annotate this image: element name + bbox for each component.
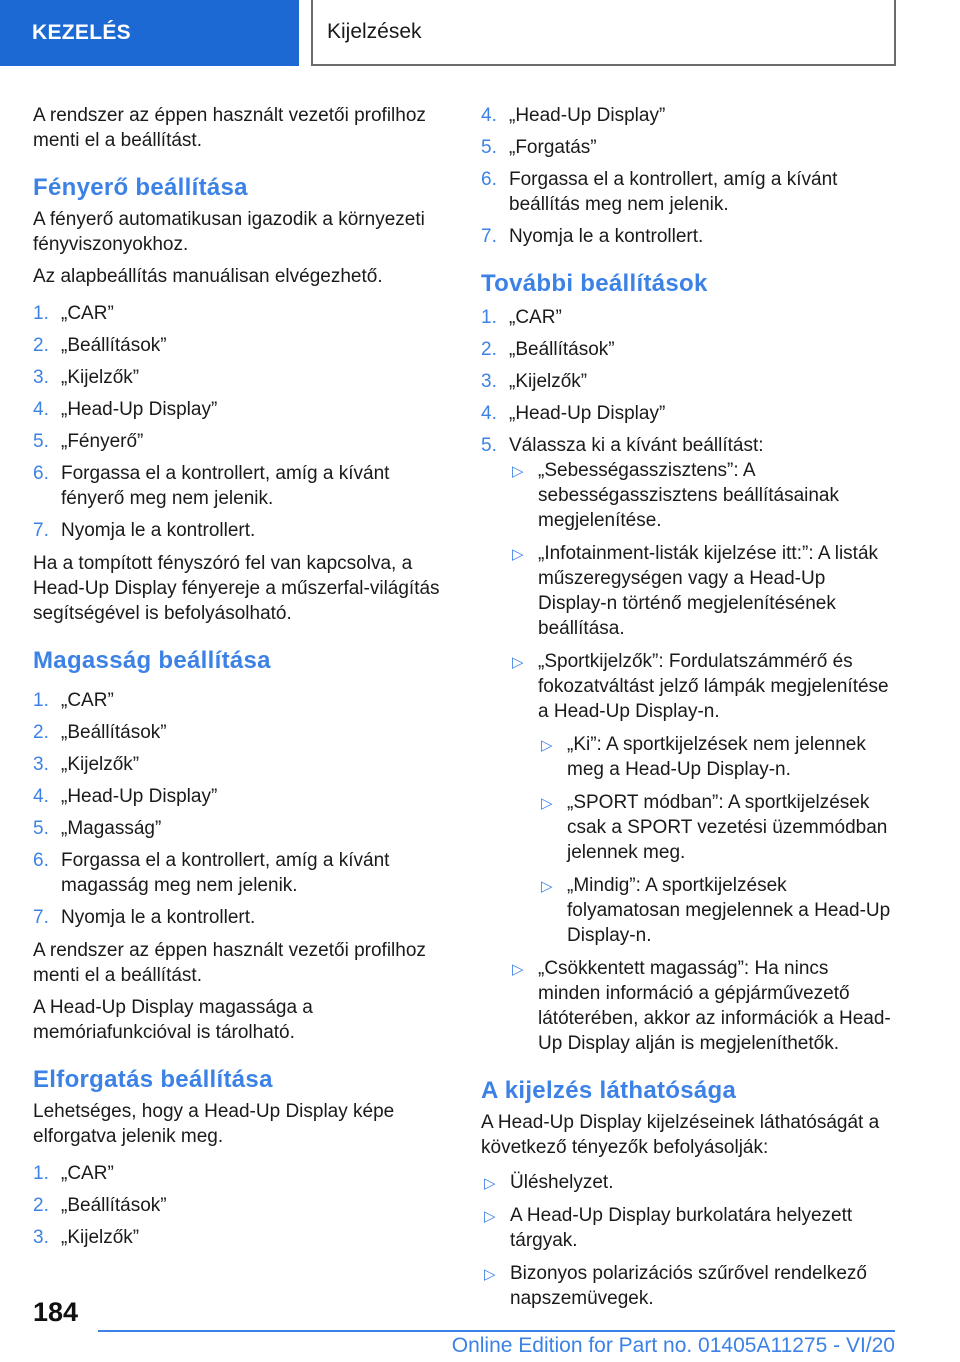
chapter-title: Kijelzések <box>311 0 896 66</box>
page-header <box>0 0 960 66</box>
step-list <box>33 301 451 543</box>
step-text: „Head-Up Display” <box>509 105 666 126</box>
step-number: 4. <box>33 399 49 420</box>
list-item <box>33 848 451 898</box>
paragraph: A fényerő automatikusan igazodik a környezeti fényviszonyokhoz. <box>33 209 425 255</box>
list-item <box>481 369 893 394</box>
step-text: Nyomja le a kontrollert. <box>61 907 256 928</box>
bullet-text: A Head-Up Display burkolatára helyezett tárgyak. <box>510 1205 853 1251</box>
step-text: „Kijelzők” <box>61 754 140 775</box>
step-text: Nyomja le a kontrollert. <box>509 226 704 247</box>
step-number: 4. <box>481 105 497 126</box>
list-item <box>481 1203 893 1253</box>
step-list <box>481 103 893 249</box>
option-list <box>509 458 893 1056</box>
step-text: „Forgatás” <box>509 137 597 158</box>
step-text: „CAR” <box>61 1163 114 1184</box>
paragraph: A Head-Up Display magassága a memóriafunkcióval is tárolható. <box>33 997 313 1043</box>
step-text: „CAR” <box>509 307 562 328</box>
step-number: 3. <box>33 1227 49 1248</box>
step-number: 5. <box>481 435 497 456</box>
triangle-bullet-icon: ▷ <box>484 1175 496 1192</box>
list-item <box>509 458 893 533</box>
list-item <box>481 135 893 160</box>
list-item <box>481 401 893 426</box>
step-number: 3. <box>33 367 49 388</box>
section-heading: Magasság beállítása <box>33 647 271 674</box>
list-item <box>509 956 893 1056</box>
step-number: 2. <box>33 335 49 356</box>
step-number: 1. <box>33 1163 49 1184</box>
list-item <box>509 541 893 641</box>
list-item <box>481 337 893 362</box>
step-number: 6. <box>481 169 497 190</box>
step-text: „Kijelzők” <box>509 371 588 392</box>
list-item <box>33 1225 451 1250</box>
step-text: „CAR” <box>61 303 114 324</box>
list-item <box>33 429 451 454</box>
paragraph: Lehetséges, hogy a Head-Up Display képe elforgatva jelenik meg. <box>33 1101 395 1147</box>
step-number: 5. <box>481 137 497 158</box>
triangle-bullet-icon: ▷ <box>512 961 524 978</box>
step-number: 1. <box>33 690 49 711</box>
triangle-bullet-icon: ▷ <box>512 546 524 563</box>
step-text: „Beállítások” <box>61 335 167 356</box>
list-item <box>33 365 451 390</box>
list-item <box>33 752 451 777</box>
triangle-bullet-icon: ▷ <box>512 463 524 480</box>
triangle-bullet-icon: ▷ <box>484 1266 496 1283</box>
list-item <box>33 333 451 358</box>
option-text: „Infotainment-listák kijelzése itt:”: A listák műszeregységen vagy a Head-Up Display-n történő megjelenítésének beállítása. <box>538 543 879 639</box>
step-text: „CAR” <box>61 690 114 711</box>
step-list <box>33 688 451 930</box>
step-text: „Kijelzők” <box>61 1227 140 1248</box>
list-item <box>509 649 893 948</box>
list-item <box>33 720 451 745</box>
triangle-bullet-icon: ▷ <box>541 878 553 895</box>
bullet-text: Bizonyos polarizációs szűrővel rendelkező napszemüvegek. <box>510 1263 867 1309</box>
list-item <box>33 784 451 809</box>
step-number: 6. <box>33 850 49 871</box>
section-heading: A kijelzés láthatósága <box>481 1077 737 1104</box>
step-text: Forgassa el a kontrollert, amíg a kívánt fényerő meg nem jelenik. <box>61 463 390 509</box>
section-label: KEZELÉS <box>0 0 299 66</box>
list-item <box>33 688 451 713</box>
paragraph: A rendszer az éppen használt vezetői profilhoz menti el a beállítást. <box>33 940 426 986</box>
triangle-bullet-icon: ▷ <box>512 654 524 671</box>
step-text: „Beállítások” <box>509 339 615 360</box>
list-item <box>33 301 451 326</box>
option-text: „Ki”: A sportkijelzések nem jelennek meg a Head-Up Display-n. <box>567 734 866 780</box>
triangle-bullet-icon: ▷ <box>541 737 553 754</box>
list-item <box>481 433 893 1056</box>
step-text: „Head-Up Display” <box>61 399 218 420</box>
step-number: 4. <box>481 403 497 424</box>
list-item <box>481 224 893 249</box>
bullet-text: Üléshelyzet. <box>510 1172 614 1193</box>
list-item <box>33 816 451 841</box>
step-list <box>481 305 893 1056</box>
option-text: „Sebességasszisztens”: A sebességasszisztens beállításainak megjelenítése. <box>538 460 840 531</box>
step-text: „Beállítások” <box>61 722 167 743</box>
list-item <box>33 1193 451 1218</box>
step-text: Forgassa el a kontrollert, amíg a kívánt beállítás meg nem jelenik. <box>509 169 838 215</box>
step-number: 7. <box>481 226 497 247</box>
option-text: „SPORT módban”: A sportkijelzések csak a SPORT vezetési üzemmódban jelennek meg. <box>567 792 888 863</box>
step-number: 3. <box>33 754 49 775</box>
step-text: „Fényerő” <box>61 431 144 452</box>
left-column <box>33 103 451 1258</box>
triangle-bullet-icon: ▷ <box>484 1208 496 1225</box>
step-text: „Beállítások” <box>61 1195 167 1216</box>
list-item <box>33 518 451 543</box>
step-text: „Head-Up Display” <box>61 786 218 807</box>
list-item <box>481 103 893 128</box>
paragraph: A rendszer az éppen használt vezetői profilhoz menti el a beállítást. <box>33 105 426 151</box>
option-text: „Sportkijelzők”: Fordulatszámmérő és fokozatváltást jelző lámpák megjelenítése a Head-Up Display-n. <box>538 651 889 722</box>
list-item <box>481 1170 893 1195</box>
step-list <box>33 1161 451 1250</box>
step-text: „Head-Up Display” <box>509 403 666 424</box>
list-item <box>33 905 451 930</box>
step-number: 7. <box>33 907 49 928</box>
list-item <box>33 461 451 511</box>
bullet-list <box>481 1170 893 1311</box>
paragraph: A Head-Up Display kijelzéseinek láthatóságát a következő tényezők befolyásolják: <box>481 1112 880 1158</box>
list-item <box>33 397 451 422</box>
list-item <box>481 1261 893 1311</box>
step-number: 5. <box>33 818 49 839</box>
triangle-bullet-icon: ▷ <box>541 795 553 812</box>
list-item <box>33 1161 451 1186</box>
step-number: 7. <box>33 520 49 541</box>
step-text: Forgassa el a kontrollert, amíg a kívánt magasság meg nem jelenik. <box>61 850 390 896</box>
paragraph: Az alapbeállítás manuálisan elvégezhető. <box>33 266 383 287</box>
edition-note: Online Edition for Part no. 01405A11275 - VI/20 <box>451 1334 895 1357</box>
step-number: 2. <box>481 339 497 360</box>
list-item <box>481 167 893 217</box>
step-text: Nyomja le a kontrollert. <box>61 520 256 541</box>
right-column <box>481 103 893 1319</box>
step-number: 3. <box>481 371 497 392</box>
sub-option-list <box>538 732 893 948</box>
step-number: 5. <box>33 431 49 452</box>
step-number: 2. <box>33 722 49 743</box>
step-text: „Kijelzők” <box>61 367 140 388</box>
list-item <box>481 305 893 330</box>
section-heading: További beállítások <box>481 270 708 297</box>
list-item <box>538 732 893 782</box>
list-item <box>538 873 893 948</box>
section-heading: Fényerő beállítása <box>33 174 248 201</box>
step-number: 2. <box>33 1195 49 1216</box>
option-text: „Mindig”: A sportkijelzések folyamatosan megjelennek a Head-Up Display-n. <box>567 875 891 946</box>
section-heading: Elforgatás beállítása <box>33 1066 273 1093</box>
step-number: 4. <box>33 786 49 807</box>
step-number: 1. <box>481 307 497 328</box>
step-number: 1. <box>33 303 49 324</box>
step-text: „Magasság” <box>61 818 162 839</box>
page-number: 184 <box>33 1297 79 1327</box>
list-item <box>538 790 893 865</box>
option-text: „Csökkentett magasság”: Ha nincs minden információ a gépjárművezető látóterében, akkor az információk a Head-Up Display alján is megjeleníthetők. <box>538 958 891 1054</box>
footer-divider <box>98 1330 895 1332</box>
step-text: Válassza ki a kívánt beállítást: <box>509 435 764 456</box>
paragraph: Ha a tompított fényszóró fel van kapcsolva, a Head-Up Display fényereje a műszerfal-világítás segítségével is befolyásolható. <box>33 553 440 624</box>
step-number: 6. <box>33 463 49 484</box>
